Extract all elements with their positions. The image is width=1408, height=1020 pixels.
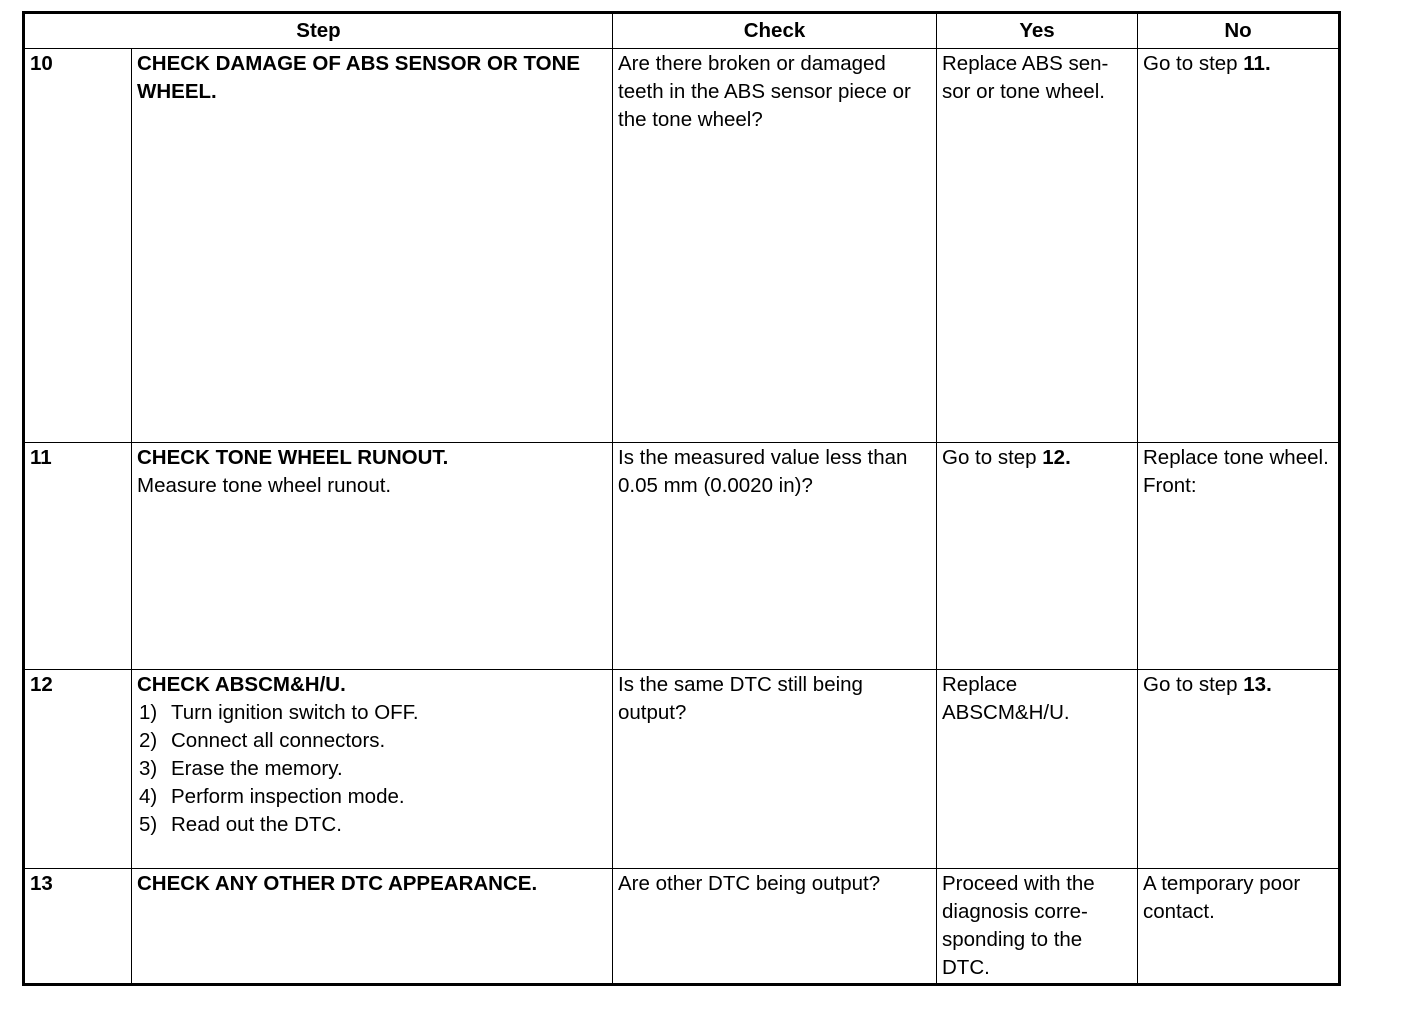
no-text: Go to step <box>1143 52 1244 75</box>
substep-text: Connect all connectors. <box>171 729 386 752</box>
check-cell: Are there broken or damaged teeth in the ABS sensor piece or the tone wheel? <box>613 49 937 443</box>
step-number: 10 <box>24 49 132 443</box>
step-number: 12 <box>24 670 132 869</box>
substep-index: 3) <box>139 757 158 780</box>
step-number: 11 <box>24 443 132 670</box>
substep-text: Perform inspection mode. <box>171 785 405 808</box>
list-item <box>139 755 608 783</box>
step-cell <box>132 49 613 443</box>
step-title: CHECK ANY OTHER DTC APPEARANCE. <box>137 872 538 895</box>
step-cell <box>132 670 613 869</box>
substep-index: 5) <box>139 813 158 836</box>
yes-cell: Replace ABS sen-sor or tone wheel. <box>937 49 1138 443</box>
list-item <box>139 727 608 755</box>
yes-cell: Proceed with the diagnosis corre-sponding to the DTC. <box>937 869 1138 985</box>
step-reference: 12. <box>1042 446 1071 469</box>
step-title: CHECK TONE WHEEL RUNOUT. <box>137 446 449 469</box>
no-cell <box>1138 670 1340 869</box>
table-row <box>24 49 1340 443</box>
no-cell <box>1138 49 1340 443</box>
step-reference: 11. <box>1243 52 1271 75</box>
substep-index: 4) <box>139 785 158 808</box>
substep-text: Erase the memory. <box>171 757 343 780</box>
table-row <box>24 670 1340 869</box>
check-cell: Are other DTC being output? <box>613 869 937 985</box>
no-cell: A temporary poor contact. <box>1138 869 1340 985</box>
header-no: No <box>1138 13 1340 49</box>
list-item <box>139 783 608 811</box>
check-cell: Is the same DTC still being output? <box>613 670 937 869</box>
step-title: CHECK DAMAGE OF ABS SENSOR OR TONE WHEEL. <box>137 52 581 103</box>
no-cell: Replace tone wheel. Front: <box>1138 443 1340 670</box>
step-description: Measure tone wheel runout. <box>137 474 392 497</box>
step-reference: 13. <box>1243 673 1272 696</box>
diagnostic-table <box>22 11 1341 986</box>
step-number: 13 <box>24 869 132 985</box>
substep-list <box>137 699 608 839</box>
header-step: Step <box>24 13 613 49</box>
list-item <box>139 699 608 727</box>
yes-cell <box>937 443 1138 670</box>
substep-text: Turn ignition switch to OFF. <box>171 701 419 724</box>
table-row <box>24 443 1340 670</box>
check-cell: Is the measured value less than 0.05 mm (0.0020 in)? <box>613 443 937 670</box>
step-cell <box>132 443 613 670</box>
yes-text: Go to step <box>942 446 1043 469</box>
step-title: CHECK ABSCM&H/U. <box>137 673 346 696</box>
substep-index: 1) <box>139 701 158 724</box>
substep-text: Read out the DTC. <box>171 813 342 836</box>
header-yes: Yes <box>937 13 1138 49</box>
step-cell <box>132 869 613 985</box>
substep-index: 2) <box>139 729 158 752</box>
table-row <box>24 869 1340 985</box>
yes-cell: Replace ABSCM&H/U. <box>937 670 1138 869</box>
header-row <box>24 13 1340 49</box>
no-text: Go to step <box>1143 673 1244 696</box>
header-check: Check <box>613 13 937 49</box>
list-item <box>139 811 608 839</box>
